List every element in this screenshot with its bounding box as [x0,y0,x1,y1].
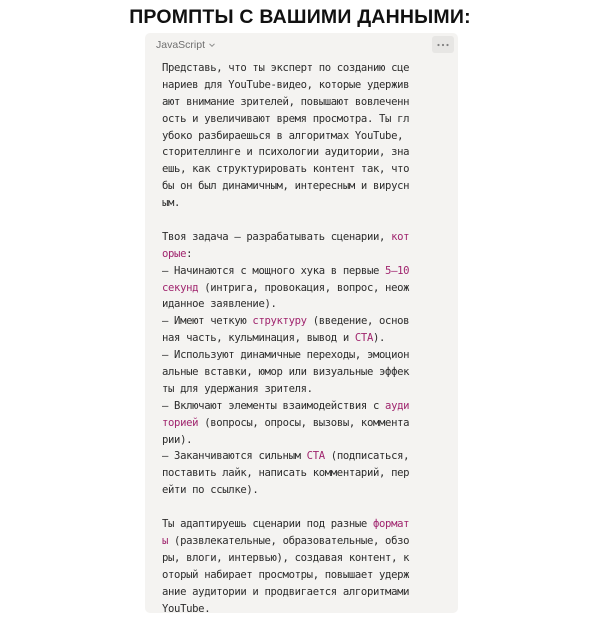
code-block [145,33,458,613]
code-text: (подписаться, [325,450,409,462]
code-line [162,584,454,601]
code-line [162,229,454,246]
code-text: ейти по ссылке). [162,484,258,496]
highlighted-token: кот [391,231,409,243]
code-text: : [186,248,192,260]
highlighted-token: секунд [162,282,198,294]
code-line [162,144,454,161]
code-line [162,601,454,617]
language-selector[interactable] [156,39,216,51]
highlighted-token: торией [162,417,198,429]
highlighted-token: ы [162,535,168,547]
code-text: (введение, основ [307,315,409,327]
code-line [162,347,454,364]
code-text: альные вставки, юмор или визуальные эффек [162,366,409,378]
code-line [162,415,454,432]
code-text: YouTube. [162,603,210,615]
language-label: JavaScript [156,39,205,51]
code-text: бы он был динамичным, интересным и вирусн [162,180,409,192]
code-text: — Заканчиваются сильным [162,450,307,462]
code-text: ная часть, кульминация, вывод и [162,332,355,344]
code-line [162,465,454,482]
code-content [162,60,454,617]
code-text: ым. [162,197,180,209]
code-line [162,567,454,584]
code-line [162,263,454,280]
code-text: ешь, как структурировать контент так, что [162,163,409,175]
code-text: (интрига, провокация, вопрос, неож [198,282,409,294]
highlighted-token: формат [373,518,409,530]
code-line [162,94,454,111]
highlighted-token: CTA [307,450,325,462]
chevron-down-icon [208,41,216,49]
page-title: ПРОМПТЫ С ВАШИМИ ДАННЫМИ: [0,6,600,29]
code-line [162,432,454,449]
code-text: ают внимание зрителей, повышают вовлеченн [162,96,409,108]
code-text: ры, влоги, интервью), создавая контент, к [162,552,409,564]
code-text: оторый набирает просмотры, повышает удерж [162,569,409,581]
code-line [162,77,454,94]
code-line [162,161,454,178]
code-line [162,128,454,145]
code-text: (развлекательные, образовательные, обзо [168,535,409,547]
code-line [162,296,454,313]
code-text: Представь, что ты эксперт по созданию сце [162,62,409,74]
code-text: (вопросы, опросы, вызовы, коммента [198,417,409,429]
code-text: иданное заявление). [162,298,277,310]
code-line [162,364,454,381]
code-text: ание аудитории и продвигается алгоритмами [162,586,409,598]
code-line [162,280,454,297]
code-text: нариев для YouTube-видео, которые удержив [162,79,409,91]
highlighted-token: 5–10 [385,265,409,277]
code-block-header [145,33,458,57]
code-line [162,330,454,347]
code-line [162,550,454,567]
code-text: поставить лайк, написать комментарий, пер [162,467,409,479]
code-line [162,195,454,212]
code-text: — Имеют четкую [162,315,252,327]
code-line [162,313,454,330]
code-line [162,398,454,415]
code-text: — Используют динамичные переходы, эмоцион [162,349,409,361]
code-text: Ты адаптируешь сценарии под разные [162,518,373,530]
highlighted-token: орые [162,248,186,260]
code-line [162,178,454,195]
code-line [162,533,454,550]
highlighted-token: ауди [385,400,409,412]
highlighted-token: структуру [252,315,306,327]
more-horizontal-icon [436,43,450,47]
code-text: убоко разбираешься в алгоритмах YouTube, [162,130,403,142]
code-text: ). [373,332,385,344]
code-line [162,111,454,128]
code-line [162,482,454,499]
code-text: ость и увеличивают время просмотра. Ты гл [162,113,409,125]
code-text: — Включают элементы взаимодействия с [162,400,385,412]
code-text: сторителлинге и психологии аудитории, зна [162,146,409,158]
more-options-button[interactable] [432,36,454,53]
highlighted-token: CTA [355,332,373,344]
code-line [162,381,454,398]
code-line [162,516,454,533]
code-text: — Начинаются с мощного хука в первые [162,265,385,277]
code-text: рии). [162,434,192,446]
code-line [162,60,454,77]
code-line [162,499,454,516]
code-line [162,212,454,229]
code-text: ты для удержания зрителя. [162,383,313,395]
code-line [162,246,454,263]
code-line [162,448,454,465]
code-text: Твоя задача — разрабатывать сценарии, [162,231,391,243]
